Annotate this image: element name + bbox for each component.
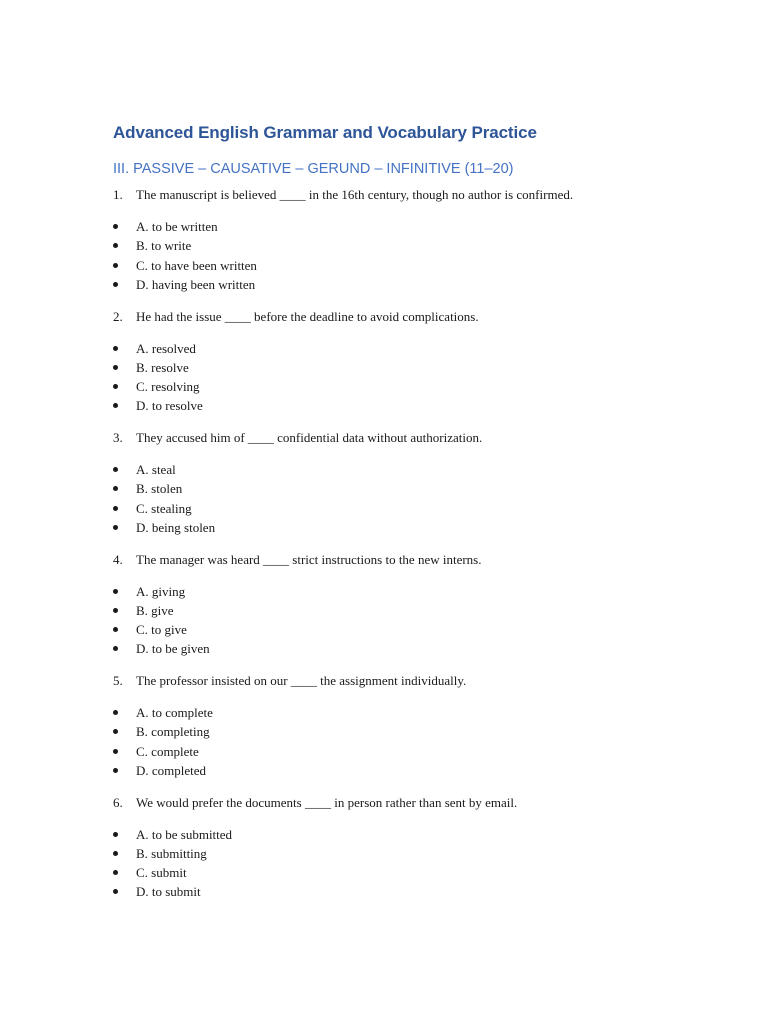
section-heading: III. PASSIVE – CAUSATIVE – GERUND – INFINITIVE (11–20) [113,161,514,177]
option-text: D. to be given [136,641,210,657]
question-number: 1. [113,187,123,202]
option-text: C. to have been written [136,257,257,273]
option-text: D. completed [136,762,207,778]
bullet-icon [113,384,118,389]
bullet-icon [113,832,118,837]
document-title: Advanced English Grammar and Vocabulary Practice [113,123,537,142]
question-text: He had the issue ____ before the deadline to avoid complications. [136,308,479,324]
bullet-icon [113,506,118,511]
bullet-icon [113,889,118,894]
question-text: The manuscript is believed ____ in the 16th century, though no author is confirmed. [136,187,574,202]
bullet-icon [113,365,118,370]
question-text: The manager was heard ____ strict instructions to the new interns. [136,551,482,567]
option-text: B. completing [136,724,210,740]
question-text: The professor insisted on our ____ the assignment individually. [136,673,467,688]
question-number: 6. [113,794,123,810]
bullet-icon [113,627,118,632]
bullet-icon [113,589,118,594]
bullet-icon [113,224,118,229]
option-text: C. to give [136,622,187,638]
option-text: B. resolve [136,359,189,375]
option-text: A. giving [136,583,186,599]
bullet-icon [113,646,118,651]
bullet-icon [113,729,118,734]
option-text: D. to submit [136,884,201,900]
bullet-icon [113,710,118,715]
bullet-icon [113,263,118,268]
option-text: D. being stolen [136,519,216,535]
option-text: B. give [136,602,174,618]
option-text: A. resolved [136,340,196,356]
question-text: We would prefer the documents ____ in person rather than sent by email. [136,794,518,810]
bullet-icon [113,749,118,754]
bullet-icon [113,768,118,773]
bullet-icon [113,282,118,287]
bullet-icon [113,243,118,248]
option-text: A. to be written [136,219,218,234]
bullet-icon [113,346,118,351]
bullet-icon [113,467,118,472]
question-list [0,185,768,914]
question-number: 3. [113,430,123,445]
option-text: D. having been written [136,276,256,292]
question-4 [0,550,768,672]
question-number: 5. [113,673,123,688]
bullet-icon [113,486,118,491]
bullet-icon [113,870,118,875]
option-text: C. submit [136,865,187,881]
question-6 [0,793,768,915]
question-2 [0,307,768,429]
bullet-icon [113,525,118,530]
bullet-icon [113,403,118,408]
option-text: C. resolving [136,379,200,395]
option-text: C. complete [136,743,199,759]
option-text: A. to complete [136,705,213,720]
question-5 [0,671,768,793]
question-text: They accused him of ____ confidential data without authorization. [136,430,483,445]
option-text: A. to be submitted [136,826,233,842]
option-text: B. stolen [136,481,183,497]
option-text: C. stealing [136,500,192,516]
bullet-icon [113,608,118,613]
option-text: A. steal [136,462,176,477]
bullet-icon [113,851,118,856]
question-1 [0,185,768,307]
option-text: D. to resolve [136,398,203,414]
question-number: 2. [113,308,123,324]
option-text: B. submitting [136,845,207,861]
question-3 [0,428,768,550]
question-number: 4. [113,551,123,567]
option-text: B. to write [136,238,192,254]
